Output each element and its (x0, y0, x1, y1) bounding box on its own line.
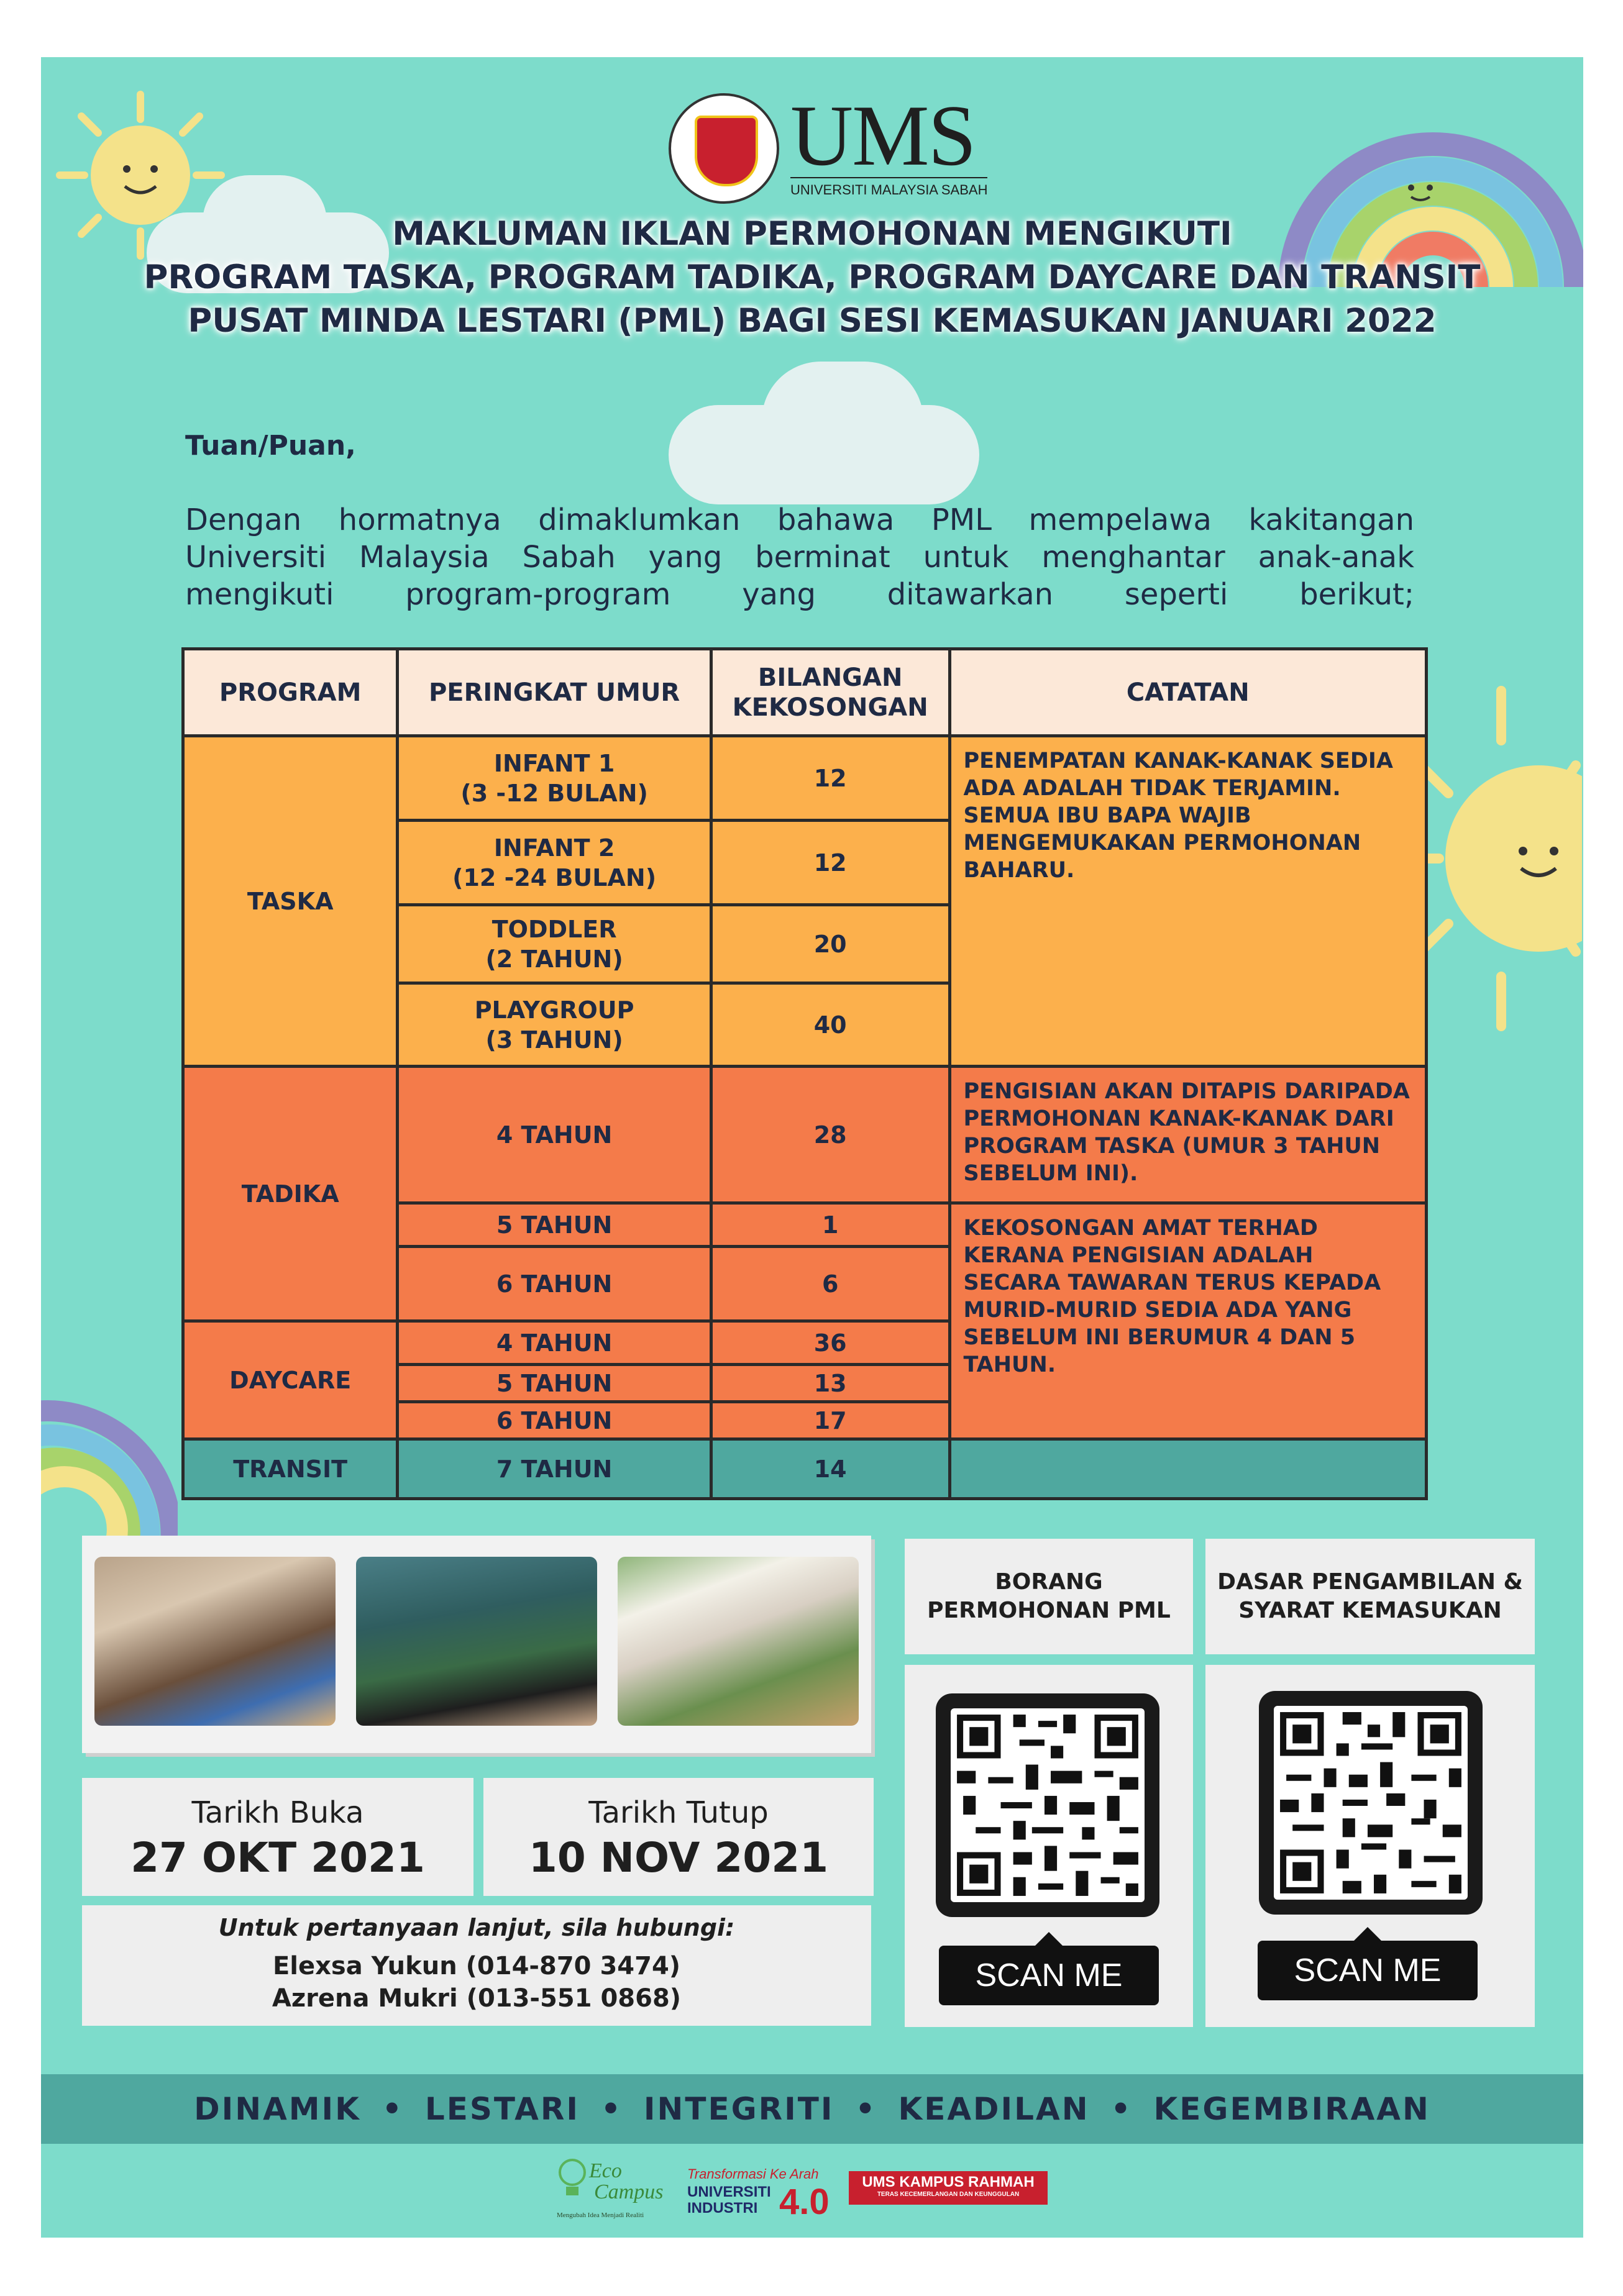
qr-policy-title (1205, 1539, 1535, 1654)
age-cell: 7 TAHUN (398, 1439, 711, 1499)
age-cell: PLAYGROUP (3 TAHUN) (398, 983, 711, 1067)
open-date-label: Tarikh Buka (191, 1795, 364, 1830)
transit-note (949, 1439, 1426, 1499)
taska-note: PENEMPATAN KANAK-KANAK SEDIA ADA ADALAH TIDAK TERJAMIN. SEMUA IBU BAPA WAJIB MENGEMUKAKAN PERMOHONAN BAHARU. (949, 736, 1426, 1067)
vacancy-cell: 13 (711, 1365, 949, 1402)
close-date-value: 10 NOV 2021 (528, 1834, 829, 1882)
qr-form-code[interactable] (936, 1693, 1159, 1917)
values-text: DINAMIK • LESTARI • INTEGRITI • KEADILAN • KEGEMBIRAAN (194, 2091, 1430, 2127)
qr-code-icon (1274, 1706, 1468, 1900)
rahmah-tagline: TERAS KECEMERLANGAN DAN KEUNGGULAN (877, 2191, 1020, 2198)
age-cell: INFANT 1 (3 -12 BULAN) (398, 736, 711, 821)
vacancy-cell: 12 (711, 821, 949, 905)
value-item: KEADILAN (898, 2091, 1090, 2127)
cloud-decoration (762, 362, 923, 480)
qr-policy-line-1: DASAR PENGAMBILAN & (1217, 1569, 1523, 1595)
lightbulb-icon (557, 2157, 588, 2207)
logo-name: UMS (790, 88, 976, 184)
vacancy-cell: 14 (711, 1439, 949, 1499)
transformasi-logo (687, 2166, 836, 2222)
value-item: INTEGRITI (643, 2091, 834, 2127)
value-item: DINAMIK (194, 2091, 361, 2127)
age-cell: TODDLER (2 TAHUN) (398, 905, 711, 983)
title-line-3: PUSAT MINDA LESTARI (PML) BAGI SESI KEMASUKAN JANUARI 2022 (188, 302, 1437, 340)
kampus-rahmah-logo (849, 2171, 1048, 2205)
ums-logo (669, 88, 988, 204)
eco-campus-logo (557, 2157, 681, 2225)
qr-code-icon (951, 1708, 1145, 1902)
title-line-2: PROGRAM TASKA, PROGRAM TADIKA, PROGRAM DAYCARE DAN TRANSIT (144, 258, 1481, 296)
eco-tagline: Mengubah Idea Menjadi Realiti (557, 2212, 644, 2219)
qr-form-title (905, 1539, 1193, 1654)
value-item: KEGEMBIRAAN (1153, 2091, 1430, 2127)
rahmah-title: UMS KAMPUS RAHMAH (862, 2174, 1035, 2190)
program-table (181, 647, 1428, 1500)
four-point-zero-text: 4.0 (779, 2182, 830, 2222)
salutation: Tuan/Puan, (185, 430, 356, 462)
vacancy-cell: 40 (711, 983, 949, 1067)
open-date-box (82, 1778, 473, 1896)
program-tadika: TADIKA (183, 1067, 398, 1321)
vacancy-cell: 17 (711, 1402, 949, 1439)
tadika-note-1: PENGISIAN AKAN DITAPIS DARIPADA PERMOHONAN KANAK-KANAK DARI PROGRAM TASKA (UMUR 3 TAHUN SEBELUM INI). (949, 1067, 1426, 1203)
scan-me-label: SCAN ME (939, 1946, 1159, 2005)
intro-line-3: mengikuti program-program yang ditawarkan seperti berikut; (185, 577, 1414, 612)
close-date-box (483, 1778, 874, 1896)
poster (41, 57, 1583, 2238)
scan-me-label: SCAN ME (1258, 1941, 1478, 2000)
title-line-1: MAKLUMAN IKLAN PERMOHONAN MENGIKUTI (392, 215, 1232, 253)
photo-children-playground (618, 1557, 859, 1726)
table-header-row (183, 649, 1427, 736)
header-vacancy: BILANGAN KEKOSONGAN (711, 649, 949, 736)
vacancy-cell: 36 (711, 1321, 949, 1365)
program-taska: TASKA (183, 736, 398, 1067)
contact-person-2: Azrena Mukri (013-551 0868) (272, 1984, 682, 2013)
industri-text: INDUSTRI (687, 2200, 758, 2216)
qr-policy-code[interactable] (1259, 1691, 1483, 1915)
eco-text: Eco (589, 2159, 622, 2182)
vacancy-cell: 12 (711, 736, 949, 821)
ums-crest-icon (669, 93, 779, 204)
age-cell: 4 TAHUN (398, 1321, 711, 1365)
photo-teacher-class (356, 1557, 597, 1726)
table-row (183, 736, 1427, 821)
intro-line-1: Dengan hormatnya dimaklumkan bahawa PML mempelawa kakitangan (185, 503, 1414, 537)
announcement-title (41, 212, 1583, 343)
photo-children-blocks (94, 1557, 336, 1726)
universiti-text: UNIVERSITI (687, 2184, 771, 2200)
age-cell: INFANT 2 (12 -24 BULAN) (398, 821, 711, 905)
program-daycare: DAYCARE (183, 1321, 398, 1439)
logo-subtitle: UNIVERSITI MALAYSIA SABAH (790, 177, 987, 198)
intro-paragraph (185, 501, 1414, 613)
contact-box (82, 1905, 871, 2026)
tadika-note-2: KEKOSONGAN AMAT TERHAD KERANA PENGISIAN ADALAH SECARA TAWARAN TERUS KEPADA MURID-MURID SEDIA ADA YANG SEBELUM INI BERUMUR 4 DAN 5 TAHUN. (949, 1203, 1426, 1439)
value-item: LESTARI (424, 2091, 580, 2127)
vacancy-cell: 20 (711, 905, 949, 983)
close-date-label: Tarikh Tutup (588, 1795, 769, 1830)
photo-strip (82, 1536, 871, 1753)
campus-text: Campus (594, 2180, 664, 2203)
qr-form-line-1: BORANG (995, 1569, 1103, 1595)
transformasi-text: Transformasi Ke Arah (687, 2166, 819, 2182)
age-cell: 5 TAHUN (398, 1203, 711, 1247)
table-row (183, 1067, 1427, 1203)
vacancy-cell: 28 (711, 1067, 949, 1203)
contact-person-1: Elexsa Yukun (014-870 3474) (272, 1952, 681, 1980)
program-transit: TRANSIT (183, 1439, 398, 1499)
qr-policy-line-2: SYARAT KEMASUKAN (1238, 1598, 1502, 1623)
intro-line-2: Universiti Malaysia Sabah yang berminat untuk menghantar anak-anak (185, 540, 1414, 575)
open-date-value: 27 OKT 2021 (130, 1834, 425, 1882)
age-cell: 6 TAHUN (398, 1402, 711, 1439)
vacancy-cell: 6 (711, 1247, 949, 1321)
table-row (183, 1439, 1427, 1499)
header-program: PROGRAM (183, 649, 398, 736)
header-age: PERINGKAT UMUR (398, 649, 711, 736)
qr-form-line-2: PERMOHONAN PML (927, 1598, 1171, 1623)
age-cell: 5 TAHUN (398, 1365, 711, 1402)
header-notes: CATATAN (949, 649, 1426, 736)
age-cell: 6 TAHUN (398, 1247, 711, 1321)
contact-question: Untuk pertanyaan lanjut, sila hubungi: (218, 1914, 735, 1941)
vacancy-cell: 1 (711, 1203, 949, 1247)
age-cell: 4 TAHUN (398, 1067, 711, 1203)
